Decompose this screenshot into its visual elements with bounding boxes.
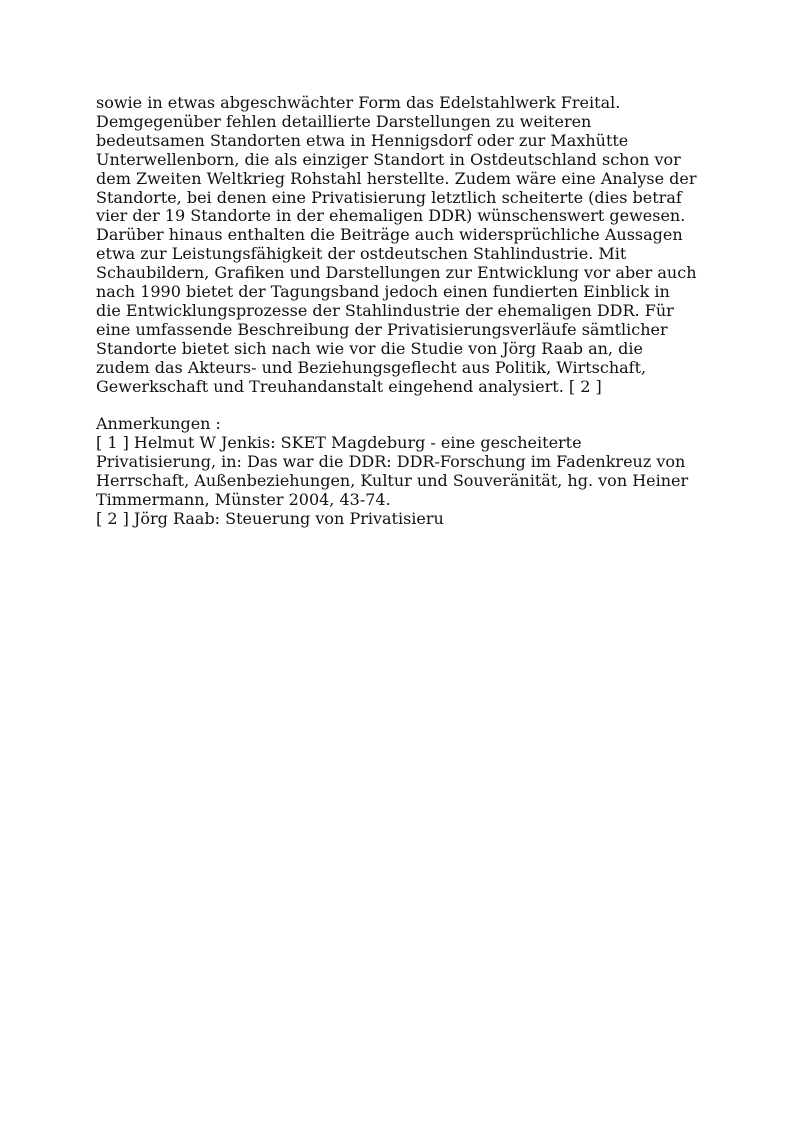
text-line: vier der 19 Standorte in der ehemaligen DDR) wünschenswert gewesen. — [96, 206, 686, 226]
text-line: bedeutsamen Standorten etwa in Hennigsdorf oder zur Maxhütte — [96, 130, 629, 150]
notes-heading: Anmerkungen : — [96, 414, 221, 434]
footnote-line: [ 1 ] Helmut W Jenkis: SKET Magdeburg - eine gescheiterte — [96, 433, 582, 453]
text-line: Standorte bietet sich nach wie vor die Studie von Jörg Raab an, die — [96, 338, 643, 358]
footnotes-list — [96, 434, 716, 529]
footnote-line: Privatisierung, in: Das war die DDR: DDR-Forschung im Fadenkreuz von — [96, 452, 686, 472]
footnote-line: Timmermann, Münster 2004, 43-74. — [96, 490, 391, 510]
text-line: etwa zur Leistungsfähigkeit der ostdeutschen Stahlindustrie. Mit — [96, 244, 627, 264]
text-line: Unterwellenborn, die als einziger Standort in Ostdeutschland schon vor — [96, 149, 681, 169]
body-paragraph — [96, 94, 716, 397]
footnote-line: [ 2 ] Jörg Raab: Steuerung von Privatisieru — [96, 508, 444, 528]
text-line: die Entwicklungsprozesse der Stahlindustrie der ehemaligen DDR. Für — [96, 300, 674, 320]
text-line: Gewerkschaft und Treuhandanstalt eingehend analysiert. [ 2 ] — [96, 376, 602, 396]
text-line: eine umfassende Beschreibung der Privatisierungsverläufe sämtlicher — [96, 319, 668, 339]
text-line: dem Zweiten Weltkrieg Rohstahl herstellte. Zudem wäre eine Analyse der — [96, 168, 697, 188]
text-line: Darüber hinaus enthalten die Beiträge auch widersprüchliche Aussagen — [96, 225, 683, 245]
document-page — [96, 94, 716, 529]
text-line: sowie in etwas abgeschwächter Form das Edelstahlwerk Freital. — [96, 93, 621, 112]
footnote-line: Herrschaft, Außenbeziehungen, Kultur und Souveränität, hg. von Heiner — [96, 471, 689, 491]
text-line: zudem das Akteurs- und Beziehungsgeflecht aus Politik, Wirtschaft, — [96, 357, 647, 377]
text-line: Schaubildern, Grafiken und Darstellungen zur Entwicklung vor aber auch — [96, 263, 697, 283]
paragraph-spacer — [96, 397, 716, 416]
text-line: nach 1990 bietet der Tagungsband jedoch einen fundierten Einblick in — [96, 282, 670, 302]
text-line: Demgegenüber fehlen detaillierte Darstellungen zu weiteren — [96, 111, 592, 131]
text-line: Standorte, bei denen eine Privatisierung letztlich scheiterte (dies betraf — [96, 187, 682, 207]
